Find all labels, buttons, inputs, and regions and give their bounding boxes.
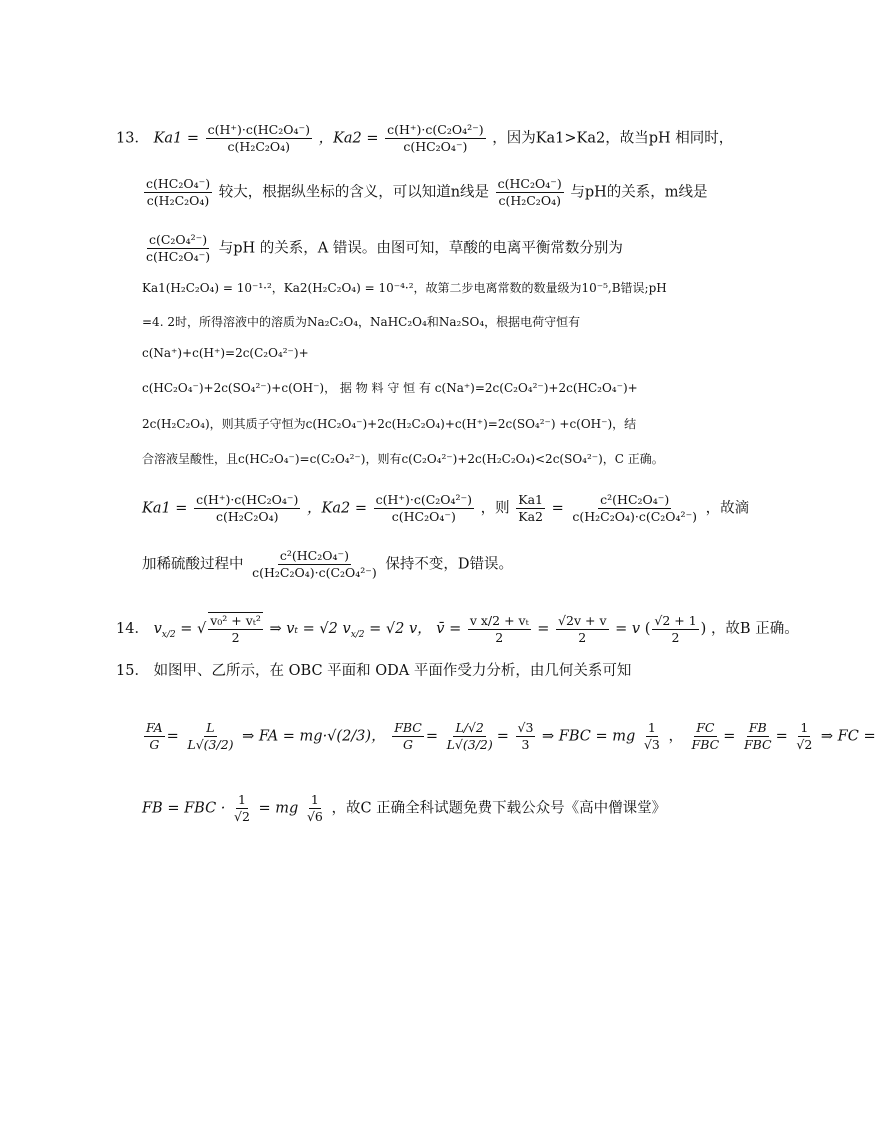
q13-number: 13． — [116, 130, 149, 147]
ratio-fraction-1: $\frac{\text{c(HC₂O₄⁻)}}{\text{c(H₂C₂O₄)}}$ — [146, 176, 211, 208]
ka2-label: ，Ka2 = — [318, 130, 379, 147]
q15-line-3 — [142, 792, 666, 825]
q14-mid: = √2 v， — [369, 621, 432, 637]
q14-paren-open: ( — [644, 621, 651, 637]
q15-r1: ⇒ FA = mg·√(2/3)， — [242, 728, 386, 745]
conc-ratio-fraction: $\frac{\text{c²(HC₂O₄⁻)}}{\text{c(H₂C₂O₄)·c(C₂O₄²⁻)}}$ — [572, 492, 698, 524]
q13-line-1-tail: ，因为Ka1>Ka2，故当pH 相同时， — [492, 130, 734, 147]
q14-paren-close: ) — [700, 621, 707, 637]
q15-sqrt3-fraction: $\frac{√3}{3}$ — [517, 720, 534, 752]
q15-r2: ⇒ FBC = mg — [542, 728, 636, 745]
q13-line-2-text: 较大，根据纵坐标的含义，可以知道n线是 — [218, 184, 490, 201]
q14-eq1: = — [180, 621, 193, 637]
q15-l3-fraction-1: $\frac{1}{√2}$ — [234, 792, 250, 824]
q15-l-sqrt2-fraction: $\frac{L/√2}{L√(3/2)}$ — [446, 720, 493, 752]
q14-vbar: v̄ = — [436, 621, 462, 637]
q14-eq3: = v — [615, 621, 641, 637]
q14-fraction-3: $\frac{√2 + 1}{2}$ — [654, 612, 697, 645]
q14-fraction-1: $\frac{\text{v x/2 + vₜ}}{2}$ — [469, 612, 529, 645]
q13-line-9: 合溶液呈酸性，且c(HC₂O₄⁻)=c(C₂O₄²⁻)，则有c(C₂O₄²⁻)+2c(H₂C₂O₄)<2c(SO₄²⁻)，C 正确。 — [142, 452, 664, 466]
ka2-label-2: ，Ka2 = — [307, 500, 367, 517]
q15-l3-text: FB = FBC · — [142, 800, 226, 817]
q13-line-11 — [142, 548, 513, 581]
q15-l-fraction: $\frac{L}{L√(3/2)}$ — [187, 720, 234, 752]
q15-l3-tail: ，故C 正确全科试题免费下载公众号《高中僧课堂》 — [331, 800, 667, 817]
q13-line-5: =4. 2时，所得溶液中的溶质为Na₂C₂O₄，NaHC₂O₄和Na₂SO₄，根据电荷守恒有 — [142, 315, 581, 329]
q15-line-2: $\frac{FA}{G}$ = $\frac{L}{L√(3/2)}$ ⇒ FA = mg·√(2/3)， $\frac{\text{FBC}}{G}$ = $\frac{L/√2}{L√(3/2)}$ = $\frac{√3}{3}$ ⇒ FBC = mg $\frac{1}{√3}$ ， $\frac{FC}{\text{FBC}}$ = $\frac{FB}{\text{FBC}}$ = $\frac{1}{√2}$ ⇒ FC = — [146, 720, 876, 752]
q14-sqrt: √ $\frac{\text{v₀² + vₜ²}}{2}$ — [196, 613, 261, 645]
ka1-label: Ka1 = — [153, 130, 200, 147]
q15-number: 15． — [116, 663, 149, 679]
q15-l3-mid: = mg — [258, 800, 299, 817]
q13-line-4: Ka1(H₂C₂O₄) = 10⁻¹·²，Ka2(H₂C₂O₄) = 10⁻⁴·²，故第二步电离常数的数量级为10⁻⁵,B错误;pH — [142, 281, 667, 295]
q15-line-1-text: 如图甲、乙所示，在 OBC 平面和 ODA 平面作受力分析，由几何关系可知 — [153, 663, 632, 679]
q15-fb-fbc-fraction: $\frac{FB}{\text{FBC}}$ — [743, 720, 772, 752]
q15-r3: ⇒ FC = — [820, 728, 876, 745]
q14-tail: ，故B 正确。 — [710, 621, 799, 637]
ka2-fraction: $\frac{\text{c(H⁺)·c(C₂O₄²⁻)}}{\text{c(HC₂O₄⁻)}}$ — [387, 122, 484, 154]
q14-v-half: $v_{x/2}$ — [153, 621, 176, 640]
ka1-fraction: $\frac{\text{c(H⁺)·c(HC₂O₄⁻)}}{\text{c(H₂C₂O₄)}}$ — [207, 122, 310, 154]
q15-l3-fraction-2: $\frac{1}{√6}$ — [306, 792, 323, 824]
q14-number: 14． — [116, 621, 149, 637]
ratio-fraction-2: $\frac{\text{c(HC₂O₄⁻)}}{\text{c(H₂C₂O₄)}}$ — [497, 176, 562, 208]
q13-line-3 — [142, 232, 623, 265]
q14-implies: ⇒ vₜ = √2 $v_{x/2}$ — [269, 621, 365, 640]
q13-line-11-text: 加稀硫酸过程中 — [142, 556, 244, 573]
q13-line-10-tail: ，故滴 — [705, 500, 750, 517]
q15-fa-g-fraction: $\frac{FA}{G}$ — [146, 720, 163, 752]
q14-sqrt-fraction: $\frac{\text{v₀² + vₜ²}}{2}$ — [210, 613, 261, 645]
ka-ratio-fraction: $\frac{Ka1}{Ka2}$ — [518, 492, 543, 524]
q13-line-2 — [142, 176, 708, 209]
ka2-fraction-2: $\frac{\text{c(H⁺)·c(C₂O₄²⁻)}}{\text{c(HC₂O₄⁻)}}$ — [375, 492, 473, 524]
ratio-fraction-3: $\frac{\text{c(C₂O₄²⁻)}}{\text{c(HC₂O₄⁻)}}$ — [146, 232, 211, 264]
q13-then: ，则 — [480, 500, 510, 517]
q13-line-1 — [116, 122, 733, 155]
q13-line-10 — [142, 492, 749, 525]
q15-comma: ， — [668, 728, 683, 745]
q13-equals: = — [551, 500, 564, 517]
q15-fc-fbc-fraction: $\frac{FC}{\text{FBC}}$ — [691, 720, 720, 752]
ka1-fraction-2: $\frac{\text{c(H⁺)·c(HC₂O₄⁻)}}{\text{c(H₂C₂O₄)}}$ — [196, 492, 299, 524]
q13-line-6: c(Na⁺)+c(H⁺)=2c(C₂O₄²⁻)+ — [142, 346, 309, 360]
q13-line-2-tail: 与pH的关系，m线是 — [570, 184, 708, 201]
q14-fraction-2: $\frac{√2v + v}{2}$ — [558, 612, 607, 645]
q14-eq2: = — [537, 621, 550, 637]
ka1-label-2: Ka1 = — [142, 500, 188, 517]
q15-one-over-sqrt2: $\frac{1}{√2}$ — [796, 720, 813, 752]
q15-fbc-g-fraction: $\frac{\text{FBC}}{G}$ — [394, 720, 422, 752]
conc-ratio-fraction-2: $\frac{\text{c²(HC₂O₄⁻)}}{\text{c(H₂C₂O₄)·c(C₂O₄²⁻)}}$ — [252, 548, 377, 580]
q15-one-over-sqrt3: $\frac{1}{√3}$ — [643, 720, 660, 752]
q13-line-11-tail: 保持不变，D错误。 — [385, 556, 514, 573]
q13-line-3-text: 与pH 的关系，A 错误。由图可知，草酸的电离平衡常数分别为 — [218, 240, 623, 257]
q14-line — [116, 612, 799, 646]
q15-line-1 — [116, 661, 631, 681]
q13-line-8: 2c(H₂C₂O₄)，则其质子守恒为c(HC₂O₄⁻)+2c(H₂C₂O₄)+c(H⁺)=2c(SO₄²⁻) +c(OH⁻)，结 — [142, 417, 637, 431]
q13-line-7: c(HC₂O₄⁻)+2c(SO₄²⁻)+c(OH⁻)， 据 物 料 守 恒 有 c(Na⁺)=2c(C₂O₄²⁻)+2c(HC₂O₄⁻)+ — [142, 381, 638, 395]
